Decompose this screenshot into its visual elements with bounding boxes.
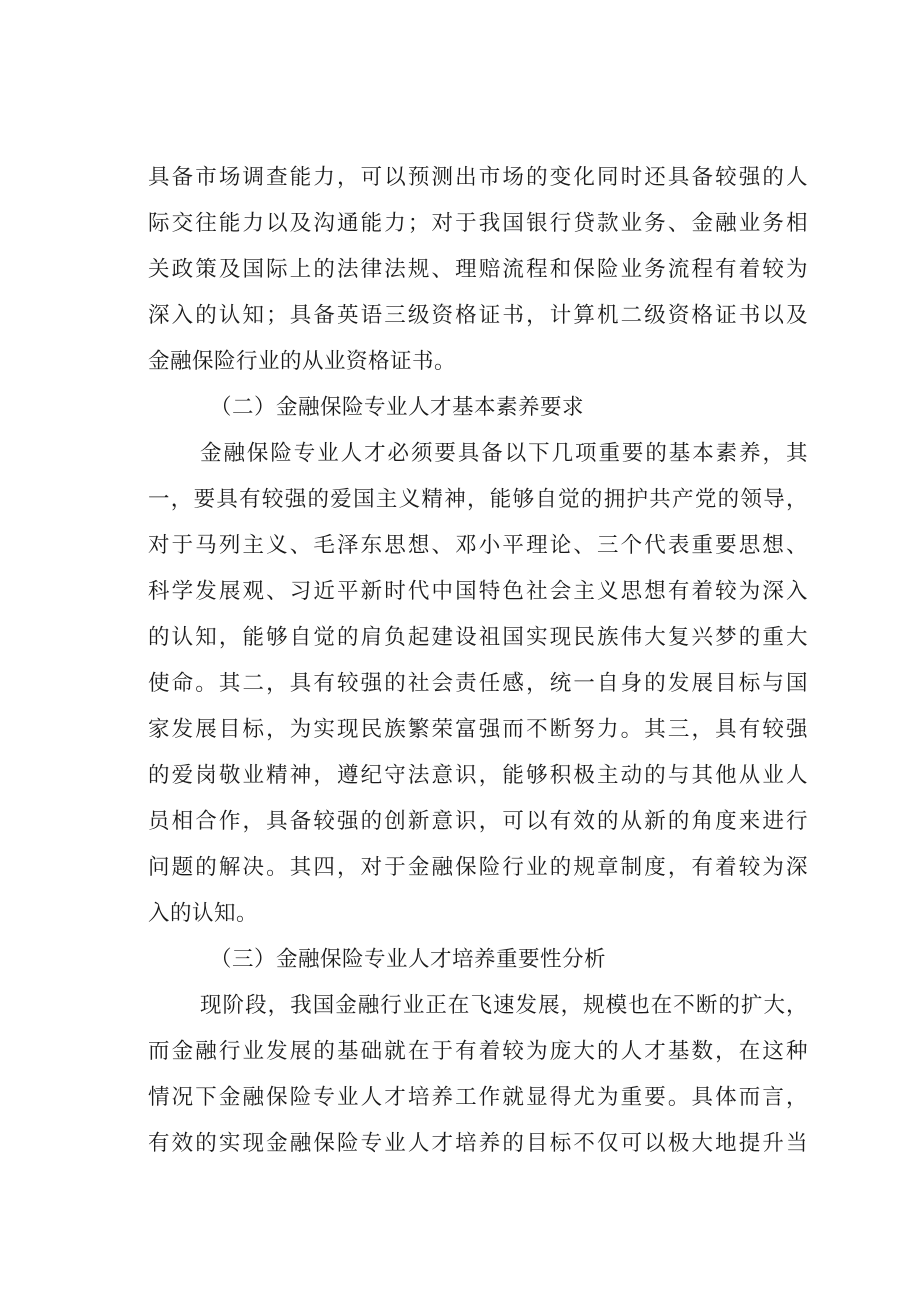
text-line: 员相合作，具备较强的创新意识，可以有效的从新的角度来进行 <box>148 809 808 834</box>
document-body <box>148 155 808 1167</box>
text-line: 关政策及国际上的法律法规、理赔流程和保险业务流程有着较为 <box>148 257 808 282</box>
text-line: 一，要具有较强的爱国主义精神，能够自觉的拥护共产党的领导， <box>148 487 808 512</box>
text-line: 有效的实现金融保险专业人才培养的目标不仅可以极大地提升当 <box>148 1131 808 1156</box>
text-line: 而金融行业发展的基础就在于有着较为庞大的人才基数，在这种 <box>148 1039 808 1064</box>
section-heading: （二）金融保险专业人才基本素养要求 <box>210 395 585 420</box>
text-line: 使命。其二，具有较强的社会责任感，统一自身的发展目标与国 <box>148 671 808 696</box>
text-line: 的爱岗敬业精神，遵纪守法意识，能够积极主动的与其他从业人 <box>148 763 808 788</box>
text-line: 深入的认知；具备英语三级资格证书，计算机二级资格证书以及 <box>148 303 808 328</box>
text-line: 金融保险行业的从业资格证书。 <box>148 349 457 374</box>
text-line: 现阶段，我国金融行业正在飞速发展，规模也在不断的扩大， <box>200 993 808 1018</box>
text-line: 具备市场调查能力，可以预测出市场的变化同时还具备较强的人 <box>148 165 808 190</box>
text-line: 情况下金融保险专业人才培养工作就显得尤为重要。具体而言， <box>148 1085 808 1110</box>
text-line: 金融保险专业人才必须要具备以下几项重要的基本素养，其 <box>200 441 808 466</box>
text-line: 入的认知。 <box>148 901 259 926</box>
text-line: 的认知，能够自觉的肩负起建设祖国实现民族伟大复兴梦的重大 <box>148 625 808 650</box>
section-heading: （三）金融保险专业人才培养重要性分析 <box>210 947 607 972</box>
text-line: 际交往能力以及沟通能力；对于我国银行贷款业务、金融业务相 <box>148 211 808 236</box>
text-line: 问题的解决。其四，对于金融保险行业的规章制度，有着较为深 <box>148 855 808 880</box>
text-line: 对于马列主义、毛泽东思想、邓小平理论、三个代表重要思想、 <box>148 533 808 558</box>
text-line: 家发展目标，为实现民族繁荣富强而不断努力。其三，具有较强 <box>148 717 808 742</box>
text-line: 科学发展观、习近平新时代中国特色社会主义思想有着较为深入 <box>148 579 808 604</box>
